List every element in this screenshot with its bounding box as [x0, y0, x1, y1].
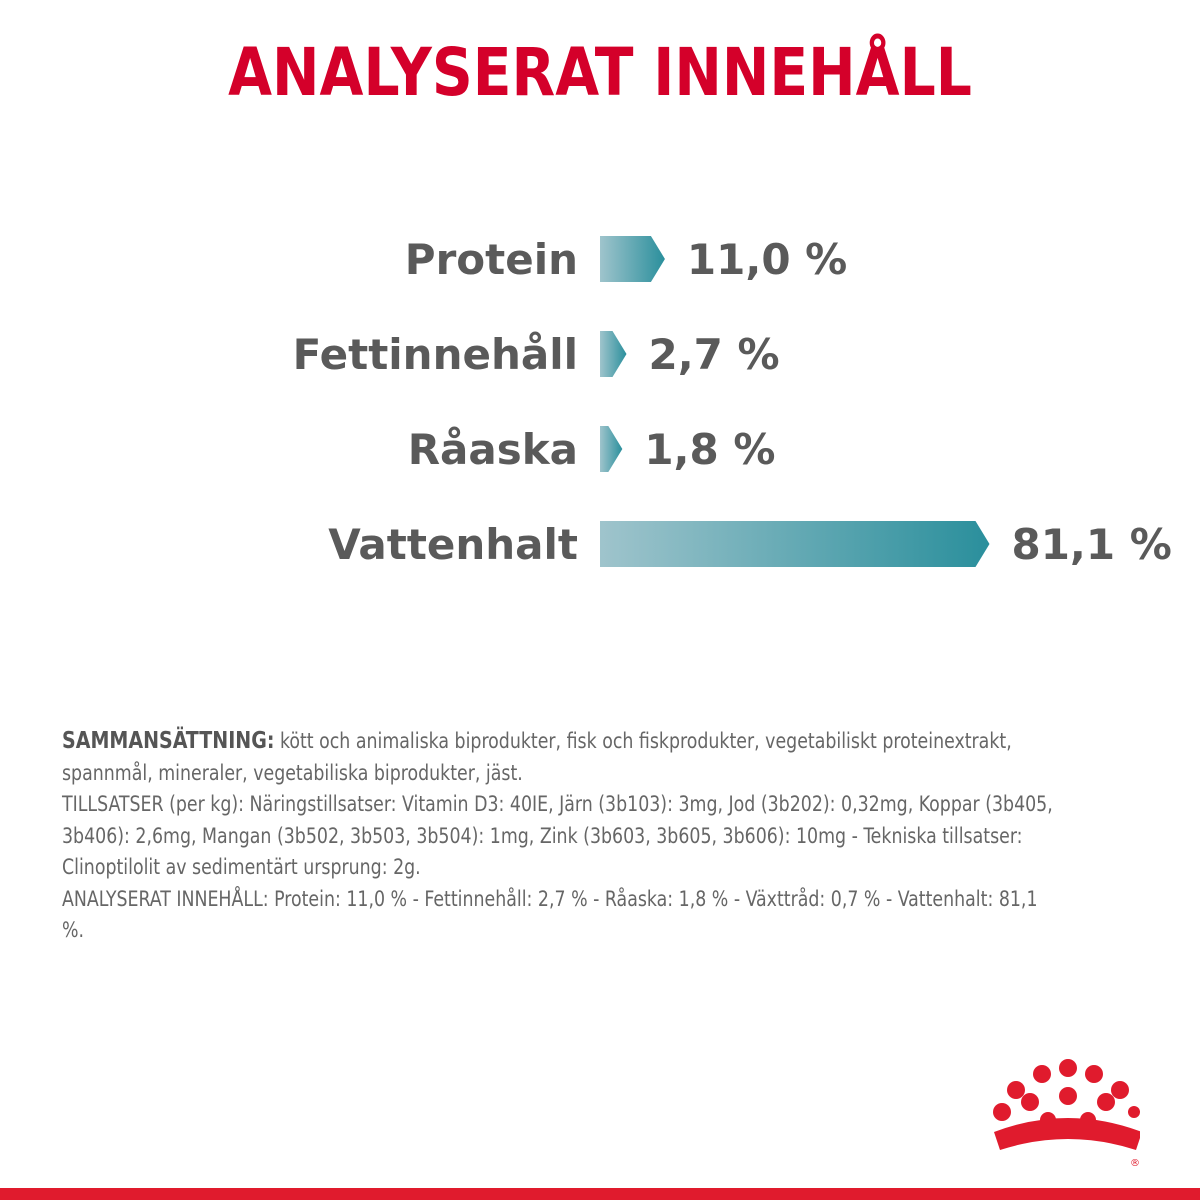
category-label: Fettinnehåll	[292, 330, 578, 379]
category-label: Råaska	[407, 425, 578, 474]
analysis-text: ANALYSERAT INNEHÅLL: Protein: 11,0 % - Fettinnehåll: 2,7 % - Råaska: 1,8 % - Växttråd: 0,7 % - Vattenhalt: 81,1 %.	[62, 886, 1038, 942]
composition-text: kött och animaliska biprodukter, fisk och fiskprodukter, vegetabiliskt proteinextrakt, spannmål, mineraler, vegetabiliska biprodukter, jäst.	[62, 729, 1012, 785]
category-label: Vattenhalt	[328, 520, 578, 569]
category-label: Protein	[404, 235, 578, 284]
ingredients-block	[62, 726, 1056, 947]
additives-text: TILLSATSER (per kg): Näringstillsatser: Vitamin D3: 40IE, Järn (3b103): 3mg, Jod (3b202): 0,32mg, Koppar (3b405, 3b406): 2,6mg, Mangan (3b502, 3b503, 3b504): 1mg, Zink (3b603, 3b605, 3b606): 10mg - Tekniska tillsatser: Clinoptilolit av sedimentärt ursprung: 2g.	[62, 792, 1053, 879]
bottom-accent-bar	[0, 1188, 1200, 1200]
bar	[600, 426, 622, 472]
value-label: 1,8 %	[644, 425, 776, 474]
chart-title: ANALYSERAT INNEHÅLL	[228, 34, 972, 111]
composition-paragraph	[62, 726, 1056, 789]
bar	[600, 521, 989, 567]
composition-heading: SAMMANSÄTTNING:	[62, 728, 275, 754]
bar	[600, 331, 627, 377]
value-label: 2,7 %	[648, 330, 780, 379]
value-label: 11,0 %	[686, 235, 848, 284]
value-label: 81,1 %	[1011, 520, 1172, 569]
crown-icon	[980, 1054, 1140, 1174]
svg-text:®: ®	[1130, 1158, 1140, 1169]
bar	[600, 236, 665, 282]
